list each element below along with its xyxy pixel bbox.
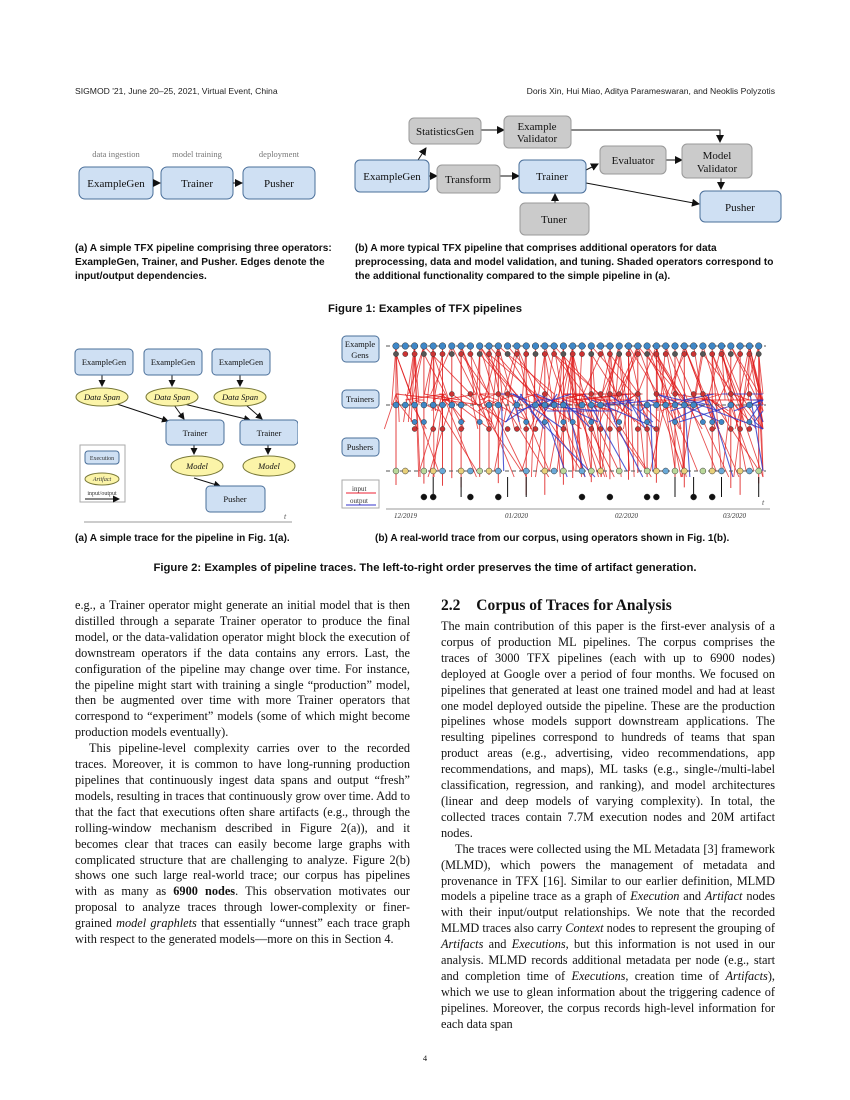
trace-node [524,351,529,356]
trace-node [635,392,640,397]
trace-node [663,468,669,474]
trace-node [440,351,445,356]
trace-node [477,419,482,424]
trace-node [653,494,659,500]
trace-node [681,343,688,350]
trace-node [589,351,594,356]
trace-node [691,494,697,500]
trace-node [570,351,575,356]
transform-label: Transform [444,174,492,186]
trace-node [589,392,594,397]
row-pushers-label: Pushers [346,442,374,452]
trace-node [598,468,604,474]
trace-node [467,494,473,500]
trace-node [635,351,640,356]
trace-node [542,392,547,397]
pusher-b-label: Pusher [725,202,755,214]
trace-node [505,427,510,432]
trace-node [588,468,594,474]
figure-1a-diagram [70,140,330,215]
trace-node [402,402,408,408]
trace-node [728,343,735,350]
trace-node [737,468,743,474]
trace-node [467,343,474,350]
running-header-left: SIGMOD '21, June 20–25, 2021, Virtual Event, China [75,86,278,96]
trace-node [561,419,566,424]
trace-node [514,427,519,432]
figure-2b-diagram [338,334,778,522]
trace-edge [384,394,396,429]
trace-node [431,351,436,356]
trace-node [738,427,743,432]
trace-node [579,402,585,408]
trace-node [589,419,594,424]
trace-node [719,468,725,474]
trace-node [728,427,733,432]
trace-node [561,427,566,432]
trainer-b-label: Trainer [536,171,568,183]
tick-02-2020: 02/2020 [615,512,638,520]
trace-node [690,343,697,350]
trace-node [393,402,399,408]
trace-node [542,351,547,356]
trace-node [505,351,510,356]
section-heading [441,597,672,615]
trace-node [617,419,622,424]
node-examplegen-label: ExampleGen [87,178,145,190]
trace-node [644,494,650,500]
trace-node [569,343,576,350]
trace-node [598,402,604,408]
trace-node [459,419,464,424]
trace-node [728,402,734,408]
trace-node [495,343,502,350]
trace-node [746,343,753,350]
trace-node [663,402,669,408]
figure-1-caption: Figure 1: Examples of TFX pipelines [328,303,522,315]
trace-dataspan-2-label: Data Span [153,392,191,402]
trace-node [467,468,473,474]
trace-node [486,468,492,474]
stage-label-deployment: deployment [258,149,300,159]
trace-node [579,343,586,350]
trace-node [393,468,399,474]
trace-node [719,351,724,356]
trace-node [700,351,705,356]
trace-node [431,427,436,432]
trace-node [505,392,510,397]
trace-examplegen-2-label: ExampleGen [150,357,196,367]
fig2b-axis-t: t [762,498,765,507]
trace-node [532,343,539,350]
trace-edge [539,354,545,394]
trace-node [598,427,603,432]
trace-node [710,419,715,424]
trace-dataspan-1-label: Data Span [83,392,121,402]
trace-node [718,343,725,350]
trace-node [654,427,659,432]
trace-node [523,468,529,474]
trace-node [607,392,612,397]
trace-node [486,343,493,350]
trace-node [691,402,697,408]
trace-node [588,343,595,350]
trace-node [579,494,585,500]
trace-node [403,351,408,356]
trace-node [459,427,464,432]
trace-node [645,427,650,432]
trace-edge [433,400,477,471]
trace-node [412,402,418,408]
trace-node [421,343,428,350]
trace-node [579,468,585,474]
trace-edge [629,394,637,400]
trace-node [468,392,473,397]
legend-execution-label: Execution [89,456,115,462]
trace-node [700,343,707,350]
trace-node [597,343,604,350]
trace-node [514,343,521,350]
trace-node [645,351,650,356]
fig2a-axis-t: t [284,512,287,521]
trace-model-1-label: Model [186,461,208,471]
examplegen-b-label: ExampleGen [363,171,421,183]
trace-node [700,392,705,397]
trace-node [635,343,642,350]
trace-node [653,402,659,408]
trace-node [598,351,603,356]
trace-node [700,419,705,424]
trace-node [672,343,679,350]
trace-node [579,351,584,356]
trace-node [626,351,631,356]
figure-2a-diagram [70,340,298,525]
tick-01-2020: 01/2020 [505,512,528,520]
trace-node [496,392,501,397]
trace-node [681,402,687,408]
trace-node [672,351,677,356]
trace-node [570,419,575,424]
trace-node [691,351,696,356]
tuner-label: Tuner [541,214,567,226]
trace-node [617,351,622,356]
trace-node [495,468,501,474]
trace-node [710,427,715,432]
trace-node [412,419,417,424]
trace-node [719,419,724,424]
trace-node [551,402,557,408]
trace-node [616,343,623,350]
trace-node [477,468,483,474]
trace-pusher-label: Pusher [223,494,247,504]
trace-node [746,402,752,408]
trace-node [747,392,752,397]
trace-node [440,468,446,474]
trace-trainer-2-label: Trainer [256,428,282,438]
trace-node [746,468,752,474]
node-trainer-label: Trainer [181,178,213,190]
italic-model-graphlets: model graphlets [116,916,197,931]
trace-node [755,343,762,350]
trace-node [709,343,716,350]
trace-node [486,402,492,408]
trace-node [524,419,529,424]
trace-node [560,343,567,350]
trace-node [468,351,473,356]
trace-node [430,343,437,350]
stage-label-training: model training [172,149,222,159]
trace-node [709,494,715,500]
trace-node [458,468,464,474]
trace-node [430,402,436,408]
trace-node [625,343,632,350]
trace-node [588,402,594,408]
figure-2a-caption: (a) A simple trace for the pipeline in Fig. 1(a). [75,533,290,544]
trace-node [616,468,622,474]
trace-node [561,351,566,356]
trace-node [477,351,482,356]
trace-node [691,392,696,397]
trace-node [681,468,687,474]
trace-node [728,351,733,356]
trace-node [487,427,492,432]
trace-examplegen-3-label: ExampleGen [218,357,264,367]
trace-node [459,351,464,356]
trace-node [542,343,549,350]
trace-edge [433,400,443,477]
trace-node [653,468,659,474]
trace-node [430,494,436,500]
trace-node [542,419,547,424]
trace-node [533,402,539,408]
figure-2-caption: Figure 2: Examples of pipeline traces. The left-to-right order preserves the time of artifact generation. [153,562,697,574]
right-column [441,619,775,1033]
trace-node [533,351,538,356]
trace-node [644,343,651,350]
trace-node [440,427,445,432]
trace-node [449,402,455,408]
trace-node [439,343,446,350]
figure-1b-caption: (b) A more typical TFX pipeline that comprises additional operators for data preprocessing, data and model validation, and tuning. Shaded operators correspond to the additional functionality compared to the simple pipeline in (a). [355,243,774,282]
stage-label-ingestion: data ingestion [92,149,140,159]
trace-node [551,468,557,474]
trace-edge [396,354,438,471]
trace-node [728,392,733,397]
trace-node [542,402,548,408]
trace-node [430,468,436,474]
trace-model-2-label: Model [258,461,280,471]
trace-node [524,427,529,432]
figure-1b-diagram [350,110,790,240]
trace-node [672,419,677,424]
trace-node [402,468,408,474]
legend-edge-label: input/output [87,491,117,497]
trace-node [663,351,668,356]
trace-node [738,351,743,356]
trace-node [589,427,594,432]
trace-node [449,392,454,397]
tick-12-2019: 12/2019 [394,512,417,520]
section-title: Corpus of Traces for Analysis [476,597,672,614]
trace-node [458,402,464,408]
left-column [75,598,410,948]
trace-dataspan-3-label: Data Span [221,392,259,402]
trace-node [756,351,761,356]
section-number: 2.2 [441,597,461,614]
trace-node [673,392,678,397]
evaluator-label: Evaluator [611,155,655,167]
trace-node [635,427,640,432]
page-number: 4 [422,1053,428,1063]
trace-node [737,343,744,350]
figure-1a-caption: (a) A simple TFX pipeline comprising three operators: ExampleGen, Trainer, and Pusher. Edges denote the input/output dependencies. [75,243,332,282]
trace-node [542,468,548,474]
trace-node [654,392,659,397]
trace-node [514,402,520,408]
trace-node [560,468,566,474]
model-validator-label-2: Validator [696,163,738,175]
trace-node [747,419,752,424]
trace-node [421,402,427,408]
trace-node [449,351,454,356]
bold-6900-nodes: 6900 nodes [173,884,236,899]
trace-node [412,427,417,432]
trace-node [654,351,659,356]
trace-node [552,351,557,356]
trace-node [523,343,530,350]
trace-node [551,343,558,350]
trace-node [710,351,715,356]
trace-node [662,343,669,350]
figure-2b-caption: (b) A real-world trace from our corpus, using operators shown in Fig. 1(b). [375,533,730,544]
trace-node [644,402,650,408]
trace-node [747,427,752,432]
row-examplegens-label-2: Gens [351,350,369,360]
running-header-right: Doris Xin, Hui Miao, Aditya Parameswaran, and Neoklis Polyzotis [526,86,775,96]
trace-node [449,343,456,350]
trace-node [421,468,427,474]
trace-node [682,351,687,356]
trace-node [411,343,418,350]
trace-node [560,402,566,408]
trace-node [504,343,511,350]
trace-node [495,402,501,408]
legend-artifact-label: Artifact [92,477,112,483]
trace-node [756,468,762,474]
trace-node [514,351,519,356]
example-validator-label-1: Example [517,121,557,133]
left-paragraph-2: This pipeline-level complexity carries over to the recorded traces. Moreover, it is common to have long-running production pipelines that continuously ingest data spans and output “fresh” models, resulting in traces that continuously grow over time. Add to that the fact that executions often share artifacts (e.g., through the rolling-window mechanism described in Figure 2(a)), and it becomes clear that traces can easily become large graphs with complicated structure that are challenging to analyze. Figure 2(b) shows one such large real-world trace; our corpus has pipelines with as many as 6900 nodes. This observation motivates our proposal to analyze traces through lower-complexity or finer-grained model graphlets that essentially “unnest” each trace graph with respect to the generated models—more on this in Section 4. [75,741,411,947]
trace-node [421,419,426,424]
trace-node [653,343,660,350]
trace-node [421,351,426,356]
trace-node [672,402,678,408]
trace-node [533,427,538,432]
trace-node [402,343,409,350]
legend-output-label: output [350,497,368,505]
trace-node [607,494,613,500]
trace-examplegen-1-label: ExampleGen [81,357,127,367]
trace-node [607,343,614,350]
left-paragraph-1: e.g., a Trainer operator might generate an initial model that is then distilled through a separate Trainer operator to produce the final model, or the data-validation operator might block the execution of downstream operators if the data contains any errors. Last, the configuration of the pipeline may change over time. For instance, the pipeline might start with training a single “production” model, then be augmented over time with more Trainer operators that correspond to “experiment” models (some of which might become production models eventually). [75,598,410,740]
trace-trainer-1-label: Trainer [182,428,208,438]
trace-edge [502,405,504,471]
trace-node [393,351,398,356]
trace-node [486,351,491,356]
trace-node [440,402,446,408]
trace-node [393,343,400,350]
trace-node [458,343,465,350]
trace-node [607,427,612,432]
node-pusher-label: Pusher [264,178,294,190]
trace-node [412,351,417,356]
model-validator-label-1: Model [702,150,732,162]
trace-node [672,468,678,474]
trace-node [709,468,715,474]
right-paragraph-2: The traces were collected using the ML Metadata [3] framework (MLMD), which powers the management of metadata and provenance in TFX [16]. Similar to our earlier definition, MLMD models a pipeline trace as a graph of Execution and Artifact nodes with their input/output relationships. We note that the recorded MLMD traces also carry Context nodes to represent the grouping of Artifacts and Executions, but this information is not used in our analysis. MLMD records additional metadata per node (e.g., start and completion time of Executions, creation time of Artifacts), which we use to glean information about the triggering cadence of pipelines. Moreover, the corpus records high-level information for each data span [441,841,776,1031]
tick-03-2020: 03/2020 [723,512,746,520]
trace-node [617,392,622,397]
trace-node [496,351,501,356]
trace-node [645,419,650,424]
trace-node [421,494,427,500]
trace-node [476,343,483,350]
example-validator-label-2: Validator [516,133,558,145]
statisticsgen-label: StatisticsGen [415,126,475,138]
trace-node [617,427,622,432]
legend-input-label: input [352,485,367,493]
trace-node [644,468,650,474]
trace-node [495,494,501,500]
row-examplegens-label-1: Example [344,339,376,349]
trace-node [598,392,603,397]
trace-node [700,468,706,474]
trace-node [607,351,612,356]
row-trainers-label: Trainers [345,394,375,404]
right-paragraph-1: The main contribution of this paper is the first-ever analysis of a corpus of production ML pipelines. The corpus comprises the traces of 3000 TFX pipelines (each with up to 6900 nodes) deployed at Google over a period of four months. We focused on pipelines that generated at least one trained model and had at least one model deployed outside the pipeline. These are the production pipelines whose models support downstream applications. The resulting pipelines correspond to hundreds of teams that span product areas (e.g., advertising, video recommendations, app recommendations, and maps), ML tasks (e.g., single-/multi-label classification, regression, and ranking), and model architectures (linear and deep models of varying complexity). In total, the collected traces contain 7.7M execution nodes and 20M artifact nodes. [441,619,775,840]
trace-node [747,351,752,356]
